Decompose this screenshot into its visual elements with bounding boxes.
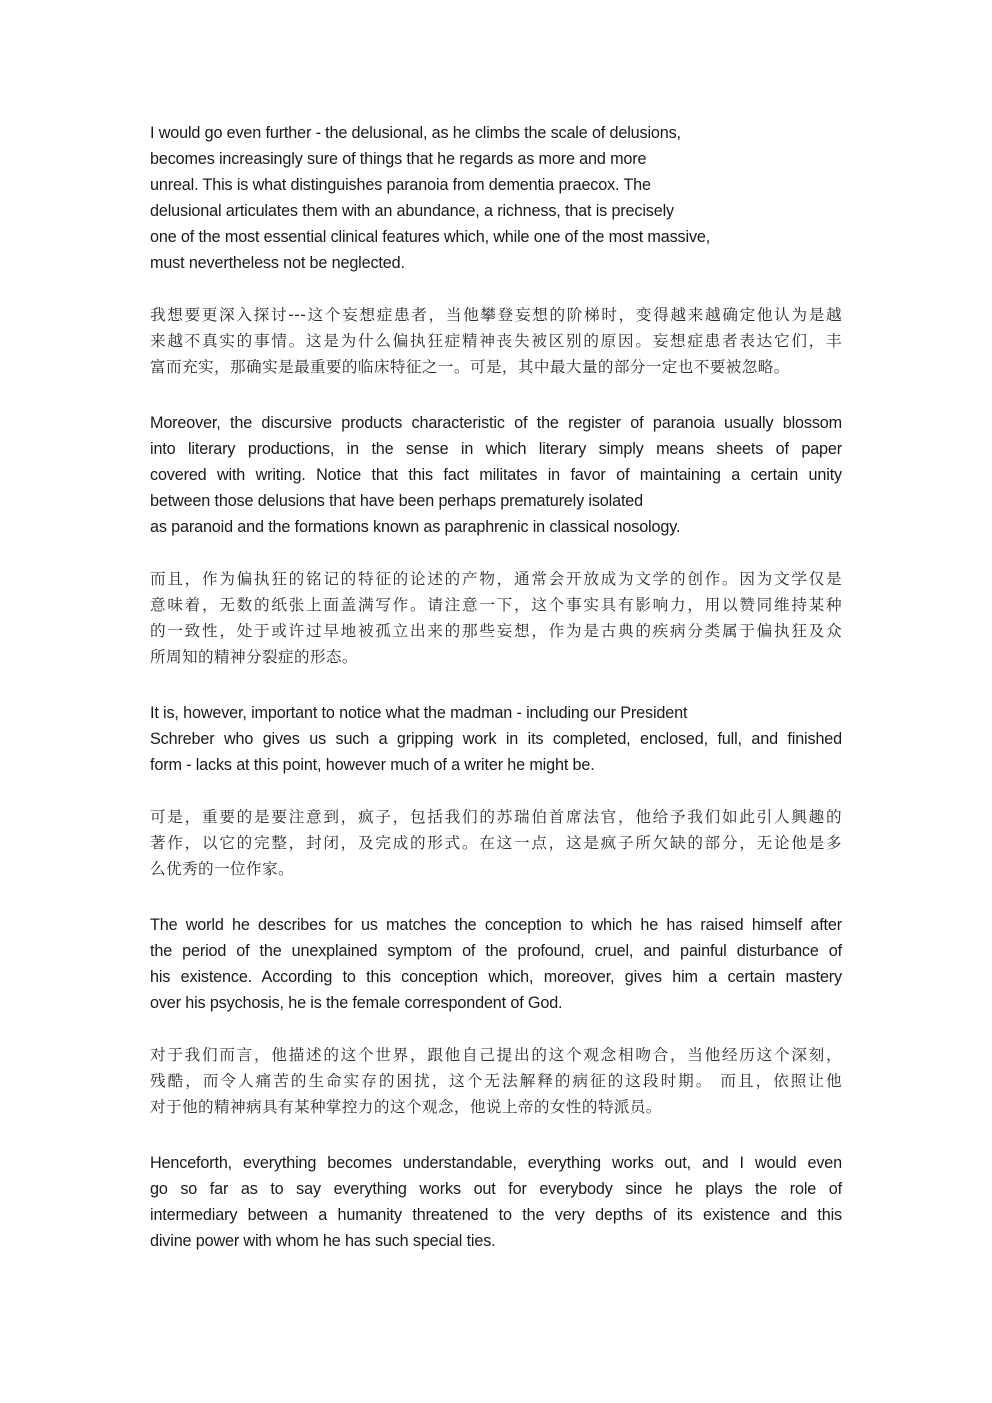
text-line: Moreover, the discursive products characteristic of the register of paranoia usually blossom <box>150 414 842 432</box>
text-line: his existence. According to this conception which, moreover, gives him a certain mastery <box>150 968 842 986</box>
paragraph-en-2 <box>150 410 842 540</box>
text-line: 著作，以它的完整，封闭，及完成的形式。在这一点，这是疯子所欠缺的部分，无论他是多 <box>150 834 842 852</box>
text-line: The world he describes for us matches the conception to which he has raised himself after <box>150 916 842 934</box>
text-line: into literary productions, in the sense in which literary simply means sheets of paper <box>150 440 842 458</box>
paragraph-en-1 <box>150 120 842 276</box>
text-line: 可是，重要的是要注意到，疯子，包括我们的苏瑞伯首席法官，他给予我们如此引人興趣的 <box>150 808 842 826</box>
document-page <box>150 120 842 1254</box>
text-line: the period of the unexplained symptom of the profound, cruel, and painful disturbance of <box>150 942 842 960</box>
text-line: delusional articulates them with an abundance, a richness, that is precisely <box>150 202 674 220</box>
text-line: unreal. This is what distinguishes paranoia from dementia praecox. The <box>150 176 651 194</box>
text-line: form - lacks at this point, however much of a writer he might be. <box>150 756 595 774</box>
text-line: as paranoid and the formations known as paraphrenic in classical nosology. <box>150 518 681 536</box>
text-line: It is, however, important to notice what the madman - including our President <box>150 704 688 722</box>
text-line: Schreber who gives us such a gripping work in its completed, enclosed, full, and finished <box>150 730 842 748</box>
text-line: 残酷，而令人痛苦的生命实存的困扰，这个无法解释的病征的这段时期。 而且，依照让他 <box>150 1072 842 1090</box>
text-line: one of the most essential clinical features which, while one of the most massive, <box>150 228 711 246</box>
text-line: 的一致性，处于或许过早地被孤立出来的那些妄想，作为是古典的疾病分类属于偏执狂及众 <box>150 622 842 640</box>
text-line: becomes increasingly sure of things that he regards as more and more <box>150 150 647 168</box>
text-line: 意味着，无数的纸张上面盖满写作。请注意一下，这个事实具有影响力，用以赞同维持某种 <box>150 596 842 614</box>
text-line: must nevertheless not be neglected. <box>150 254 405 272</box>
text-line: between those delusions that have been perhaps prematurely isolated <box>150 492 643 510</box>
text-line: intermediary between a humanity threatened to the very depths of its existence and this <box>150 1206 842 1224</box>
text-line: over his psychosis, he is the female correspondent of God. <box>150 994 563 1012</box>
paragraph-zh-4 <box>150 1042 842 1120</box>
text-line: covered with writing. Notice that this fact militates in favor of maintaining a certain unity <box>150 466 842 484</box>
text-line: 富而充实，那确实是最重要的临床特征之一。可是，其中最大量的部分一定也不要被忽略。 <box>150 358 790 376</box>
text-line: 么优秀的一位作家。 <box>150 860 294 878</box>
text-line: Henceforth, everything becomes understandable, everything works out, and I would even <box>150 1154 842 1172</box>
paragraph-en-4 <box>150 912 842 1016</box>
text-line: 所周知的精神分裂症的形态。 <box>150 648 358 666</box>
paragraph-zh-1 <box>150 302 842 380</box>
paragraph-en-5 <box>150 1150 842 1254</box>
text-line: 我想要更深入探讨---这个妄想症患者，当他攀登妄想的阶梯时，变得越来越确定他认为是越 <box>150 306 842 324</box>
paragraph-zh-3 <box>150 804 842 882</box>
text-line: divine power with whom he has such special ties. <box>150 1232 496 1250</box>
text-line: 对于我们而言，他描述的这个世界，跟他自己提出的这个观念相吻合，当他经历这个深刻， <box>150 1046 842 1064</box>
paragraph-en-3 <box>150 700 842 778</box>
text-line: go so far as to say everything works out for everybody since he plays the role of <box>150 1180 842 1198</box>
text-line: I would go even further - the delusional, as he climbs the scale of delusions, <box>150 124 681 142</box>
paragraph-zh-2 <box>150 566 842 670</box>
text-line: 来越不真实的事情。这是为什么偏执狂症精神丧失被区别的原因。妄想症患者表达它们，丰 <box>150 332 842 350</box>
text-line: 对于他的精神病具有某种掌控力的这个观念，他说上帝的女性的特派员。 <box>150 1098 662 1116</box>
text-line: 而且，作为偏执狂的铭记的特征的论述的产物，通常会开放成为文学的创作。因为文学仅是 <box>150 570 842 588</box>
